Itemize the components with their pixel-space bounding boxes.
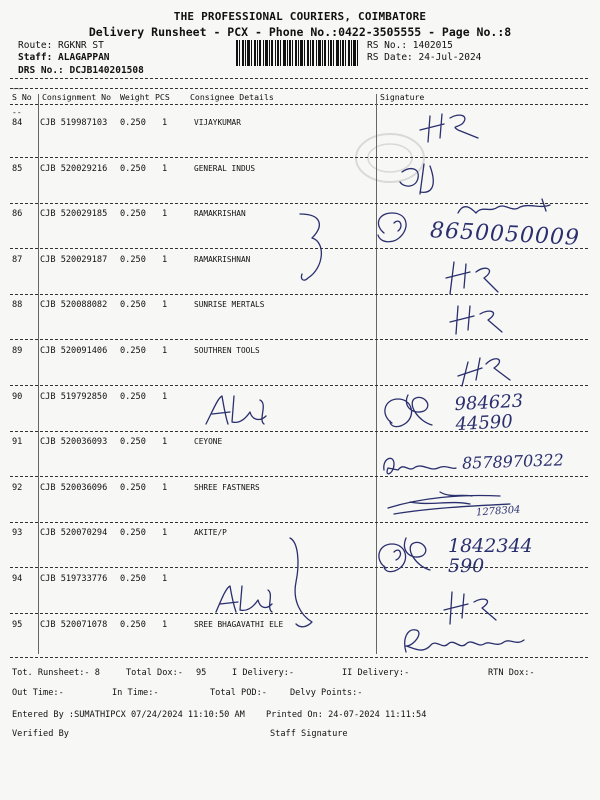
row-sno: 93: [12, 528, 23, 539]
signature-90-right: [378, 385, 448, 435]
row-divider: [10, 476, 588, 477]
total-dox-value: 95: [196, 668, 207, 678]
route-label: Route: RGKNR ST: [18, 40, 104, 51]
barcode: [236, 40, 358, 66]
row-consignment: CJB 520029187: [40, 254, 108, 265]
handwritten-phone-93: 1842344 590: [448, 535, 533, 577]
col-weight: Weight: [120, 92, 150, 102]
total-pod: Total POD:-: [210, 688, 267, 698]
row-pcs: 1: [162, 619, 168, 630]
row-consignee: AKITE/P: [194, 528, 227, 538]
row-sno: 85: [12, 163, 23, 174]
col-consignee: Consignee Details: [190, 92, 274, 102]
row-weight: 0.250: [120, 391, 146, 402]
row-sno: 84: [12, 118, 23, 128]
dash-mark: --: [12, 108, 22, 117]
tot-runsheet: Tot. Runsheet:- 8: [12, 668, 100, 678]
staff-signature: Staff Signature: [270, 729, 348, 739]
signature-87: [440, 258, 500, 298]
signature-94-left: [210, 578, 290, 618]
header-divider: [10, 104, 588, 105]
delvy-points: Delvy Points:-: [290, 688, 363, 698]
row-consignment: CJB 519987103: [40, 118, 108, 128]
out-time: Out Time:-: [12, 688, 64, 698]
row-consignment: CJB 520088082: [40, 300, 108, 311]
staff-label: Staff: ALAGAPPAN: [18, 52, 110, 63]
row-sno: 90: [12, 391, 23, 402]
row-consignment: CJB 520070294: [40, 528, 108, 539]
row-consignee: GENERAL INDUS: [194, 163, 256, 173]
row-consignment: CJB 520036096: [40, 482, 108, 493]
row-weight: 0.250: [120, 209, 146, 220]
signature-95: [396, 624, 536, 660]
rtn-dox: RTN Dox:-: [488, 668, 535, 678]
signature-84: [400, 108, 500, 148]
verified-by: Verified By: [12, 729, 69, 739]
row-consignment: CJB 520036093: [40, 437, 108, 448]
divider: [10, 88, 588, 89]
row-weight: 0.250: [120, 619, 146, 630]
signature-94: [440, 588, 500, 628]
row-consignment: CJB 520029185: [40, 209, 108, 220]
signature-86-top: [450, 195, 560, 219]
ii-delivery: II Delivery:-: [342, 668, 410, 678]
col-signature: Signature: [380, 92, 425, 102]
row-weight: 0.250: [120, 482, 146, 493]
row-sno: 86: [12, 209, 23, 220]
divider: [10, 78, 588, 79]
bracket-scribble: [294, 208, 334, 288]
row-consignee: SREE BHAGAVATHI ELE: [194, 619, 284, 629]
footer-divider: [10, 657, 588, 658]
row-sno: 87: [12, 254, 23, 265]
row-pcs: 1: [162, 209, 168, 220]
row-consignment: CJB 520029216: [40, 163, 108, 174]
row-divider: [10, 157, 588, 158]
row-consignee: SOUTHREN TOOLS: [194, 346, 260, 355]
company-title: THE PROFESSIONAL COURIERS, COIMBATORE: [173, 10, 427, 23]
row-weight: 0.250: [120, 528, 146, 539]
row-pcs: 1: [162, 391, 168, 402]
row-consignee: VIJAYKUMAR: [194, 118, 241, 127]
signature-88: [446, 300, 506, 340]
total-dox-label: Total Dox:-: [126, 668, 183, 678]
row-weight: 0.250: [120, 346, 146, 356]
handwritten-phone-91: 8578970322: [461, 450, 565, 473]
entered-by: Entered By :SUMATHIPCX 07/24/2024 11:10:50 AM: [12, 710, 245, 720]
rs-date: RS Date: 24-Jul-2024: [367, 52, 482, 63]
row-sno: 95: [12, 619, 23, 630]
signature-85: [390, 158, 480, 198]
row-consignee: RAMAKRISHNAN: [194, 254, 251, 264]
row-sno: 88: [12, 300, 23, 311]
row-pcs: 1: [162, 163, 168, 174]
row-consignee: CEYONE: [194, 437, 223, 447]
signature-91: [378, 448, 458, 484]
handwritten-phone-86: 8650050009: [429, 218, 581, 251]
runsheet-subtitle: Delivery Runsheet - PCX - Phone No.:0422-3505555 - Page No.:8: [88, 25, 512, 39]
row-weight: 0.250: [120, 118, 146, 128]
row-weight: 0.250: [120, 254, 146, 265]
signature-93: [372, 528, 442, 578]
row-divider: [10, 294, 588, 295]
row-weight: 0.250: [120, 163, 146, 174]
row-sno: 92: [12, 482, 23, 493]
row-consignee: SUNRISE MERTALS: [194, 300, 265, 310]
in-time: In Time:-: [112, 688, 159, 698]
handwritten-number-92: 1278304: [475, 504, 521, 519]
row-sno: 89: [12, 346, 23, 356]
row-pcs: 1: [162, 528, 168, 539]
row-sno: 94: [12, 574, 23, 584]
rs-number: RS No.: 1402015: [367, 40, 453, 51]
row-pcs: 1: [162, 574, 168, 584]
row-weight: 0.250: [120, 300, 146, 311]
row-pcs: 1: [162, 300, 168, 311]
printed-on: Printed On: 24-07-2024 11:11:54: [266, 710, 427, 720]
row-consignment: CJB 520091406: [40, 346, 108, 356]
row-pcs: 1: [162, 346, 168, 356]
row-pcs: 1: [162, 254, 168, 265]
handwritten-phone-90: 984623 44590: [453, 390, 524, 436]
row-sno: 91: [12, 437, 23, 448]
row-consignment: CJB 520071078: [40, 619, 108, 630]
dash-mark: --: [12, 84, 22, 93]
row-weight: 0.250: [120, 574, 146, 584]
row-pcs: 1: [162, 437, 168, 448]
row-consignment: CJB 519733776: [40, 574, 108, 584]
signature-90-left: [200, 390, 280, 430]
drs-number: DRS No.: DCJB140201508: [18, 65, 144, 76]
signature-89: [452, 350, 512, 390]
row-pcs: 1: [162, 482, 168, 493]
row-pcs: 1: [162, 118, 168, 128]
col-pcs: PCS: [155, 92, 170, 102]
col-consignment: Consignment No: [42, 92, 112, 102]
row-weight: 0.250: [120, 437, 146, 448]
row-consignee: RAMAKRISHAN: [194, 209, 246, 219]
row-consignee: SHREE FASTNERS: [194, 482, 260, 492]
row-consignment: CJB 519792850: [40, 391, 108, 402]
i-delivery: I Delivery:-: [232, 668, 295, 678]
col-sno: S No: [12, 92, 32, 102]
